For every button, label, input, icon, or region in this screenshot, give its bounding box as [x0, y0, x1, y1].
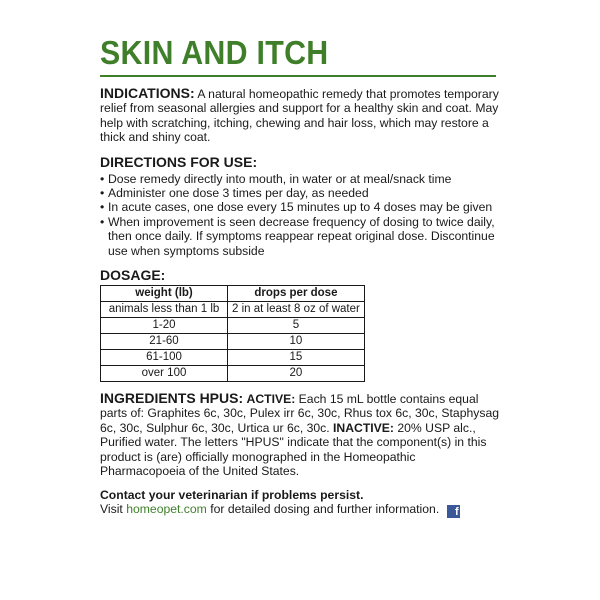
inactive-text: 20% USP alc., Purified water. The letters "HPUS" indicate that the component(s) in this product is (are) officially monographed in the Homeopathic Pharmacopoeia of the United States. [100, 420, 487, 479]
weight-cell: 1-20 [101, 318, 228, 334]
indications-text: A natural homeopathic remedy that promotes temporary relief from seasonal allergies and support for a healthy skin and coat. May help with scratching, itching, chewing and hair loss, which may restore a thick and shiny coat. [100, 87, 499, 145]
list-item: • In acute cases, one dose every 15 minutes up to 4 doses may be given [100, 200, 500, 214]
directions-section [100, 154, 500, 258]
dosage-table [100, 285, 365, 382]
directions-heading: DIRECTIONS FOR USE: [100, 153, 258, 170]
table-row [101, 350, 365, 366]
weight-cell: animals less than 1 lb [101, 302, 228, 318]
drops-cell: 10 [228, 334, 365, 350]
ingredients-section [100, 391, 500, 478]
list-item: • Dose remedy directly into mouth, in water or at meal/snack time [100, 172, 500, 186]
active-label: ACTIVE: [246, 392, 296, 407]
visit-suffix: for detailed dosing and further information. [210, 501, 440, 516]
indications-section [100, 86, 500, 145]
table-row [101, 318, 365, 334]
column-header-drops: drops per dose [228, 286, 365, 302]
dosage-section [100, 267, 500, 382]
column-header-weight: weight (lb) [101, 286, 228, 302]
indications-label: INDICATIONS: [100, 85, 195, 101]
inactive-label: INACTIVE: [333, 420, 394, 435]
weight-cell: 61-100 [101, 350, 228, 366]
drops-cell: 15 [228, 350, 365, 366]
contact-section [100, 488, 500, 518]
label-panel [100, 34, 500, 518]
table-row [101, 302, 365, 318]
list-item: • Administer one dose 3 times per day, as needed [100, 186, 500, 200]
table-row [101, 334, 365, 350]
drops-cell: 2 in at least 8 oz of water [228, 302, 365, 318]
drops-cell: 5 [228, 318, 365, 334]
website-link[interactable]: homeopet.com [126, 501, 207, 516]
active-text: Each 15 mL bottle contains equal parts of: Graphites 6c, 30c, Pulex irr 6c, 30c, Rhus tox 6c, 30c, Staphysag 6c, 30c, Sulphur 6c, 30c, Urtica ur 6c, 30c. [100, 392, 499, 435]
directions-list [100, 172, 500, 258]
weight-cell: 21-60 [101, 334, 228, 350]
contact-text: Contact your veterinarian if problems persist. [100, 487, 364, 502]
weight-cell: over 100 [101, 366, 228, 382]
dosage-heading: DOSAGE: [100, 267, 166, 284]
facebook-icon[interactable]: f [447, 505, 460, 518]
drops-cell: 20 [228, 366, 365, 382]
visit-line [100, 502, 500, 518]
visit-prefix: Visit [100, 501, 123, 516]
ingredients-label: INGREDIENTS HPUS: [100, 390, 244, 407]
product-title: SKIN AND ITCH [100, 34, 329, 71]
title-rule [100, 75, 496, 77]
table-header-row [101, 286, 365, 302]
table-row [101, 366, 365, 382]
list-item: • When improvement is seen decrease frequency of dosing to twice daily, then once daily. If symptoms reappear repeat original dose. Discontinue use when symptoms subside [100, 215, 500, 258]
